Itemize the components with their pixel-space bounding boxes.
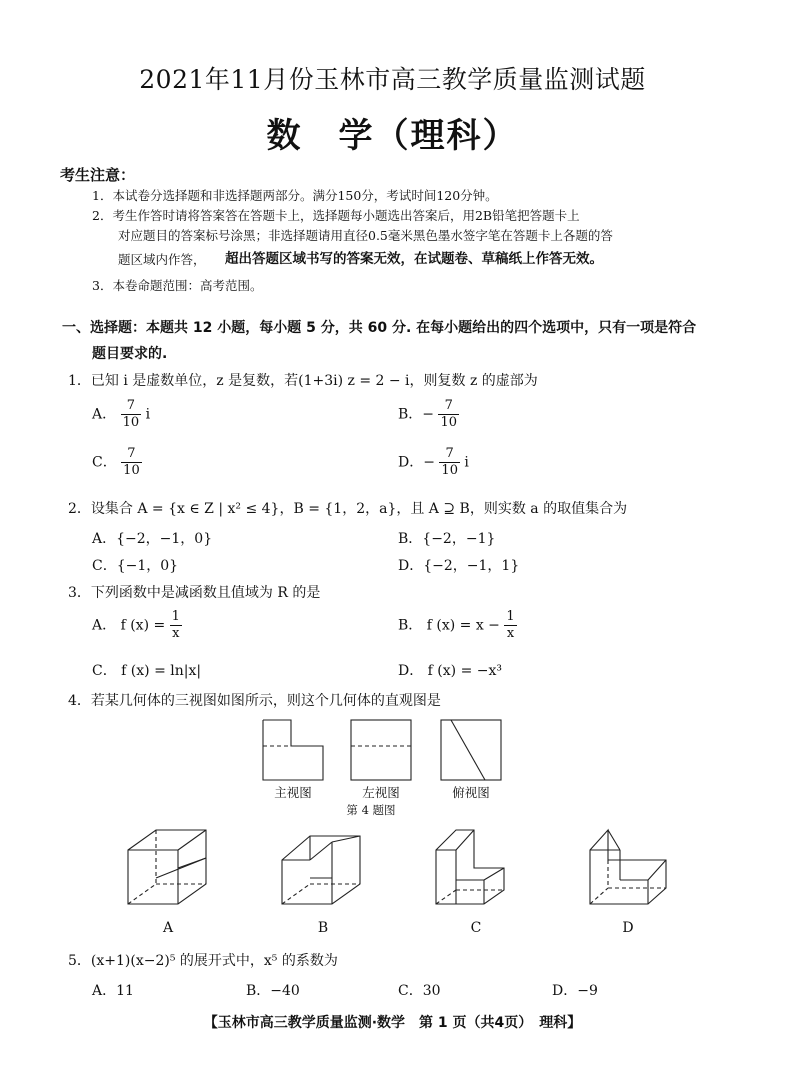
- notice-item-1: 1．本试卷分选择题和非选择题两部分。满分150分，考试时间120分钟。: [92, 188, 498, 203]
- q5-option-a: A．11: [92, 983, 134, 999]
- figure-label-c: C: [470, 920, 482, 936]
- fraction: $\frac{7}{10}$: [123, 446, 140, 478]
- q2-option-b: B．{−2，−1}: [398, 531, 496, 547]
- three-view-figures: [255, 716, 515, 786]
- fraction: $\frac{7}{10}$: [122, 398, 140, 430]
- q1-option-b: B．− $\frac{7}{10}$: [398, 398, 458, 430]
- top-view-label: 俯视图: [452, 785, 490, 800]
- question-3-stem: 3．下列函数中是减函数且值域为 R 的是: [68, 585, 321, 601]
- subject-title: 数 学（理科）: [266, 116, 519, 156]
- front-view-shape: [263, 720, 323, 780]
- q1-option-d: D．− $\frac{7}{10}$ i: [398, 446, 469, 478]
- notice-item-3: 3．本卷命题范围：高考范围。: [92, 278, 263, 293]
- solid-figure-d: [590, 830, 666, 904]
- q3-option-b: B． f (x) = x − $\frac{1}{x}$: [398, 609, 515, 641]
- q1-option-a: A． $\frac{7}{10}$ i: [92, 398, 151, 430]
- left-view-shape: [351, 720, 411, 780]
- q5-option-c: C．30: [398, 983, 441, 999]
- left-view-label: 左视图: [362, 785, 400, 800]
- section-heading: 一、选择题：本题共 12 小题，每小题 5 分，共 60 分. 在每小题给出的四个选项中，只有一项是符合: [62, 320, 697, 336]
- question-2-stem: 2．设集合 A = {x ∈ Z | x² ≤ 4}，B = {1，2，a}，且 A ⊇ B，则实数 a 的取值集合为: [68, 501, 628, 517]
- question-1-stem: 1．已知 i 是虚数单位，z 是复数，若(1+3i) z = 2 − i，则复数 z 的虚部为: [68, 373, 538, 389]
- notice-warning: 超出答题区域书写的答案无效，在试题卷、草稿纸上作答无效。: [225, 251, 603, 267]
- figure-label-a: A: [162, 920, 174, 936]
- figure-caption: 第 4 题图: [346, 803, 396, 817]
- front-view-label: 主视图: [274, 785, 312, 800]
- top-view-diagonal: [451, 720, 485, 780]
- fraction: $\frac{1}{x}$: [171, 609, 180, 641]
- question-5-stem: 5．(x+1)(x−2)⁵ 的展开式中，x⁵ 的系数为: [68, 953, 338, 969]
- q5-option-b: B．−40: [246, 983, 300, 999]
- notice-heading: 考生注意：: [60, 166, 136, 184]
- q2-option-c: C．{−1，0}: [92, 558, 179, 574]
- q2-option-a: A．{−2，−1，0}: [92, 531, 213, 547]
- fraction: $\frac{7}{10}$: [440, 398, 458, 430]
- solid-figure-choices: [110, 820, 690, 920]
- notice-item-2-end: 题区域内作答，: [118, 252, 206, 267]
- solid-figure-c: [436, 830, 504, 904]
- q3-option-d: D． f (x) = −x³: [398, 663, 502, 679]
- page-footer: 【玉林市高三教学质量监测·数学 第 1 页（共4页） 理科】: [203, 1015, 582, 1031]
- notice-item-2: 2．考生作答时请将答案答在答题卡上，选择题每小题选出答案后，用2B铅笔把答题卡上: [92, 208, 580, 223]
- section-heading-cont: 题目要求的.: [92, 346, 168, 362]
- figure-label-d: D: [622, 920, 634, 936]
- solid-figure-a: [128, 830, 206, 904]
- q3-option-c: C． f (x) = ln|x|: [92, 663, 202, 679]
- page-title: 2021年11月份玉林市高三教学质量监测试题: [139, 65, 646, 94]
- q1-option-c: C． $\frac{7}{10}$: [92, 446, 140, 478]
- question-4-stem: 4．若某几何体的三视图如图所示，则这个几何体的直观图是: [68, 693, 441, 709]
- solid-figure-b: [282, 836, 360, 904]
- notice-item-2-cont: 对应题目的答案标号涂黑；非选择题请用直径0.5毫米黑色墨水签字笔在答题卡上各题的答: [118, 228, 613, 243]
- figure-label-b: B: [317, 920, 329, 936]
- q5-option-d: D．−9: [552, 983, 598, 999]
- top-view-shape: [441, 720, 501, 780]
- fraction: $\frac{1}{x}$: [506, 609, 515, 641]
- q2-option-d: D．{−2，−1，1}: [398, 558, 520, 574]
- fraction: $\frac{7}{10}$: [441, 446, 458, 478]
- q3-option-a: A． f (x) = $\frac{1}{x}$: [92, 609, 180, 641]
